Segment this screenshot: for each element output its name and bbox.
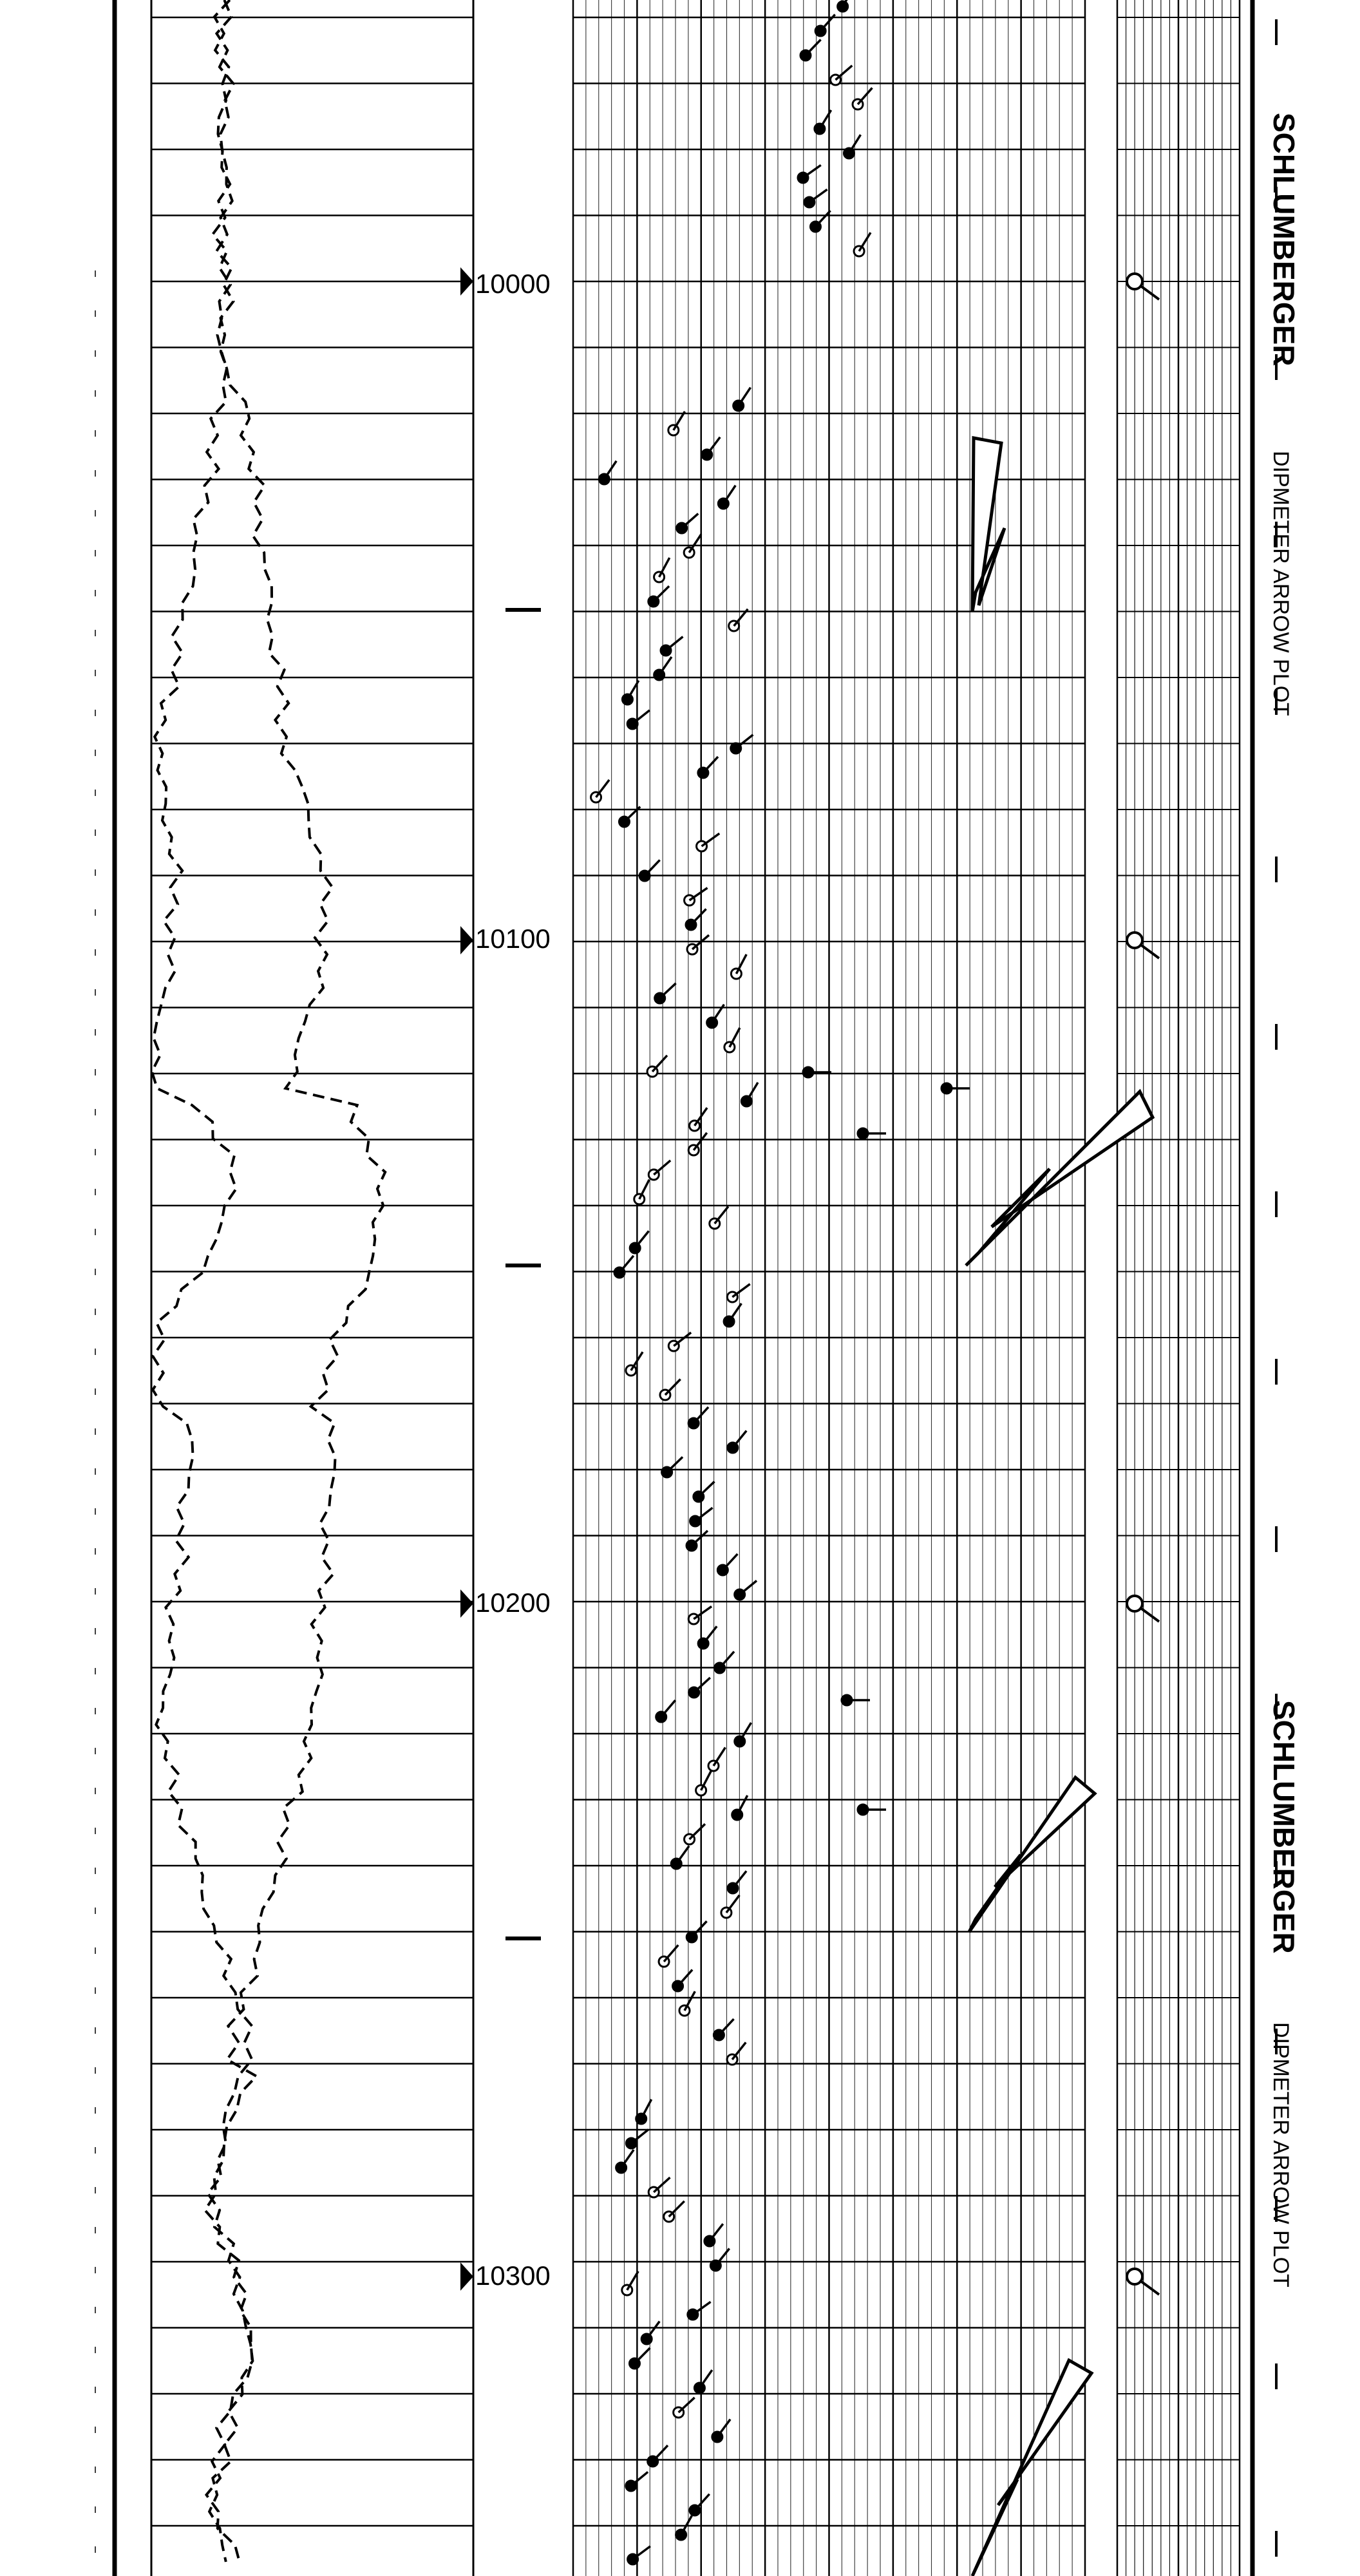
dip-tail [726, 1895, 739, 1913]
dip-tail [722, 1554, 737, 1570]
dip-tail [666, 637, 683, 650]
dip-tail [665, 1379, 681, 1395]
dip-tadpole [654, 572, 665, 582]
dip-tail [809, 189, 827, 202]
dip-tail [679, 2398, 695, 2412]
dip-tail [732, 2042, 746, 2060]
depth-label-10300: 10300 [475, 2260, 551, 2291]
header-title-2: DIPMETER ARROW PLOT [1269, 2022, 1293, 2287]
dip-tail [836, 66, 853, 80]
depth-arrow [460, 267, 473, 296]
dip-tail [803, 165, 821, 178]
hole-orientation-markers [1127, 274, 1159, 2295]
dip-tail [654, 586, 669, 601]
dip-tail [692, 1531, 708, 1546]
depth-arrow [460, 2262, 473, 2291]
dip-tail [596, 780, 610, 797]
dip-tail [633, 2546, 650, 2559]
dip-tail [713, 1747, 725, 1766]
orientation-tail [1140, 944, 1159, 958]
header-title-1: DIPMETER ARROW PLOT [1269, 451, 1293, 716]
track-borders [95, 0, 1276, 2576]
dip-tail [815, 211, 830, 227]
dip-tail [604, 461, 616, 479]
dip-tail [619, 1256, 634, 1273]
dip-tail [654, 1160, 670, 1175]
orientation-tail [1140, 2280, 1159, 2295]
resistivity-track-grid [151, 0, 473, 2576]
dip-tail [621, 2150, 634, 2168]
dip-tail [692, 1921, 706, 1937]
orientation-tail [1140, 285, 1159, 299]
dip-tail [678, 1970, 693, 1986]
dip-tail [659, 657, 672, 675]
dip-tail [702, 833, 720, 846]
dip-tail [740, 1580, 757, 1595]
header-company-2: SCHLUMBERGER [1267, 1700, 1301, 1954]
azimuth-rose-3 [969, 1777, 1095, 1932]
dip-tail [682, 514, 699, 528]
dip-tail [732, 1284, 750, 1297]
dip-tail [694, 1133, 707, 1150]
dip-tail [736, 735, 753, 748]
dip-tail [632, 710, 650, 724]
depth-label-10200: 10200 [475, 1587, 551, 1618]
azimuth-strip-grid [1117, 0, 1240, 2576]
depth-label-10000: 10000 [475, 269, 551, 299]
dip-tail [645, 860, 660, 876]
dip-tail [723, 486, 735, 504]
depth-label-10100: 10100 [475, 923, 551, 954]
depth-arrow [460, 1589, 473, 1618]
dip-tail [715, 1206, 728, 1224]
dip-tail [647, 2322, 659, 2339]
dip-tail [694, 1606, 712, 1619]
dip-tail [631, 2472, 648, 2486]
dip-tail [660, 983, 676, 998]
dip-tail [858, 88, 872, 104]
dip-tail [859, 232, 871, 251]
dip-tail [664, 1945, 678, 1962]
dip-tail [710, 2224, 723, 2241]
dip-tail [669, 2201, 685, 2217]
dip-tail [695, 1508, 713, 1521]
dip-tail [703, 757, 718, 773]
orientation-tail [1140, 1607, 1159, 1622]
dip-tail [694, 1678, 710, 1692]
dip-tail [661, 1700, 675, 1717]
azimuth-rose-4 [972, 2360, 1091, 2576]
dip-tail [715, 2248, 729, 2266]
dip-tail [654, 2177, 670, 2192]
dip-tadpoles [591, 0, 970, 2564]
depth-arrow [460, 926, 473, 954]
dip-tail [740, 1723, 751, 1741]
azimuth-rose-1 [972, 438, 1005, 612]
dip-tail [652, 1056, 667, 1072]
dip-tail [690, 888, 708, 900]
dip-tail [739, 388, 751, 406]
dip-tail [717, 2420, 730, 2437]
dip-tail [690, 1824, 705, 1839]
dip-tail [691, 909, 706, 925]
header-company-1: SCHLUMBERGER [1267, 113, 1301, 366]
dip-tail [695, 2494, 710, 2510]
caliper-curve-2 [205, 0, 385, 2562]
dip-tail [689, 535, 701, 553]
dip-tail [631, 2130, 648, 2143]
dip-tail [703, 1626, 717, 1643]
caliper-curve-1 [152, 0, 253, 2562]
dip-tail [806, 39, 821, 55]
dip-tail [707, 437, 720, 455]
dip-tail [676, 1846, 689, 1864]
